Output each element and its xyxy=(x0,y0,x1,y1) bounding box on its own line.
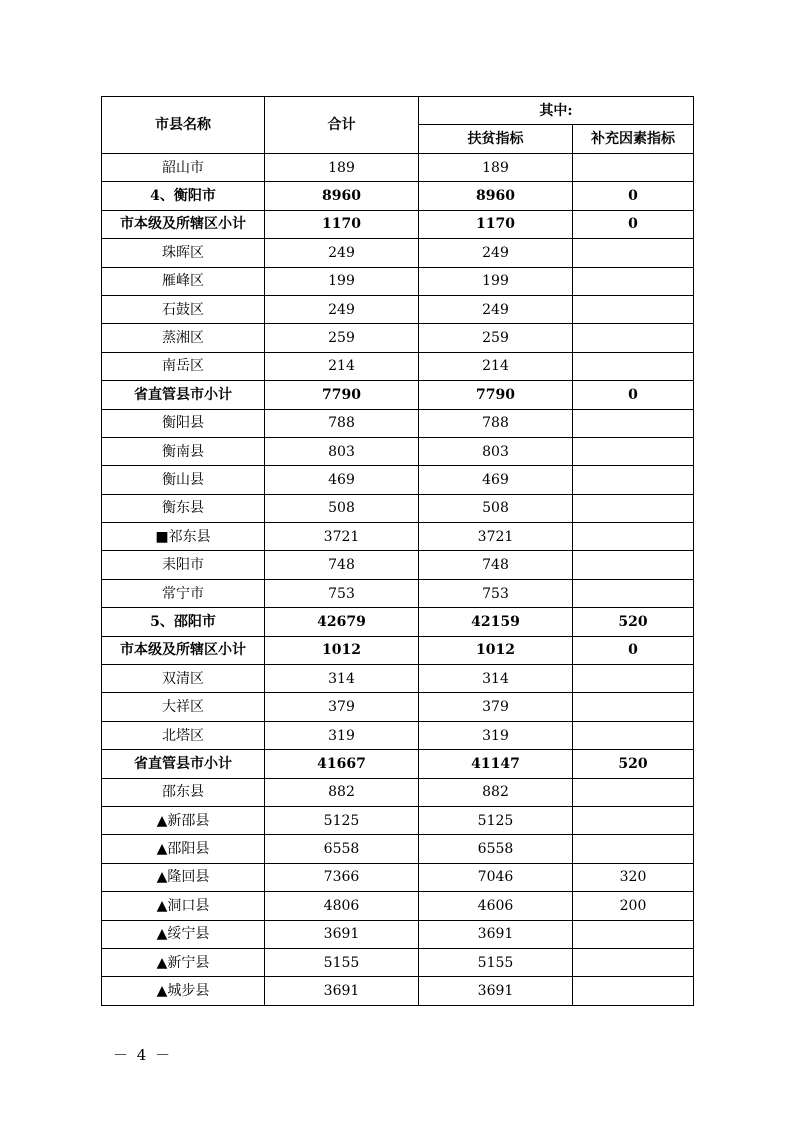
table-row xyxy=(102,778,694,806)
cell-total: 882 xyxy=(265,778,419,806)
table-header xyxy=(102,97,694,154)
cell-total: 748 xyxy=(265,551,419,579)
cell-supplement xyxy=(573,665,694,693)
table-row xyxy=(102,295,694,323)
cell-total: 803 xyxy=(265,437,419,465)
cell-poverty: 42159 xyxy=(419,608,573,636)
table-row xyxy=(102,608,694,636)
cell-total: 6558 xyxy=(265,835,419,863)
table-row xyxy=(102,977,694,1005)
cell-total: 5125 xyxy=(265,806,419,834)
cell-total: 41667 xyxy=(265,750,419,778)
cell-poverty: 882 xyxy=(419,778,573,806)
cell-poverty: 3691 xyxy=(419,920,573,948)
table-row xyxy=(102,381,694,409)
table-row xyxy=(102,523,694,551)
cell-total: 508 xyxy=(265,494,419,522)
cell-supplement: 200 xyxy=(573,892,694,920)
cell-poverty: 7046 xyxy=(419,863,573,891)
cell-poverty: 314 xyxy=(419,665,573,693)
allocation-table xyxy=(101,96,694,1006)
cell-name: 邵东县 xyxy=(102,778,265,806)
cell-name: 衡南县 xyxy=(102,437,265,465)
cell-total: 189 xyxy=(265,154,419,182)
cell-name: ▲隆回县 xyxy=(102,863,265,891)
table-row xyxy=(102,892,694,920)
header-total: 合计 xyxy=(265,97,419,154)
cell-supplement xyxy=(573,551,694,579)
table-row xyxy=(102,806,694,834)
cell-supplement xyxy=(573,523,694,551)
cell-poverty: 259 xyxy=(419,324,573,352)
cell-supplement xyxy=(573,324,694,352)
cell-poverty: 41147 xyxy=(419,750,573,778)
cell-supplement xyxy=(573,494,694,522)
cell-poverty: 748 xyxy=(419,551,573,579)
cell-poverty: 5125 xyxy=(419,806,573,834)
cell-poverty: 319 xyxy=(419,721,573,749)
table-row xyxy=(102,835,694,863)
cell-name: 石鼓区 xyxy=(102,295,265,323)
cell-name: ▲新宁县 xyxy=(102,948,265,976)
cell-poverty: 788 xyxy=(419,409,573,437)
table-row xyxy=(102,920,694,948)
cell-name: 大祥区 xyxy=(102,693,265,721)
cell-poverty: 753 xyxy=(419,579,573,607)
cell-total: 319 xyxy=(265,721,419,749)
cell-total: 314 xyxy=(265,665,419,693)
cell-total: 3691 xyxy=(265,977,419,1005)
cell-name: ■祁东县 xyxy=(102,523,265,551)
cell-poverty: 6558 xyxy=(419,835,573,863)
table-row xyxy=(102,750,694,778)
cell-total: 4806 xyxy=(265,892,419,920)
cell-poverty: 803 xyxy=(419,437,573,465)
cell-total: 5155 xyxy=(265,948,419,976)
cell-poverty: 249 xyxy=(419,295,573,323)
cell-name: 4、衡阳市 xyxy=(102,182,265,210)
cell-total: 7366 xyxy=(265,863,419,891)
table-body xyxy=(102,154,694,1006)
cell-total: 199 xyxy=(265,267,419,295)
cell-supplement: 0 xyxy=(573,636,694,664)
cell-poverty: 3721 xyxy=(419,523,573,551)
cell-total: 469 xyxy=(265,466,419,494)
table-row xyxy=(102,409,694,437)
cell-name: ▲城步县 xyxy=(102,977,265,1005)
cell-supplement xyxy=(573,409,694,437)
header-name: 市县名称 xyxy=(102,97,265,154)
cell-supplement xyxy=(573,778,694,806)
cell-name: 珠晖区 xyxy=(102,239,265,267)
cell-poverty: 7790 xyxy=(419,381,573,409)
cell-total: 8960 xyxy=(265,182,419,210)
cell-supplement xyxy=(573,920,694,948)
cell-supplement xyxy=(573,721,694,749)
cell-supplement xyxy=(573,977,694,1005)
header-of-which: 其中: xyxy=(419,97,694,125)
cell-supplement xyxy=(573,693,694,721)
cell-total: 42679 xyxy=(265,608,419,636)
table-row xyxy=(102,863,694,891)
cell-supplement xyxy=(573,466,694,494)
cell-name: 衡阳县 xyxy=(102,409,265,437)
cell-name: 省直管县市小计 xyxy=(102,381,265,409)
cell-supplement: 0 xyxy=(573,182,694,210)
table-row xyxy=(102,239,694,267)
cell-name: 耒阳市 xyxy=(102,551,265,579)
cell-name: ▲新邵县 xyxy=(102,806,265,834)
cell-total: 1170 xyxy=(265,210,419,238)
table-row xyxy=(102,948,694,976)
cell-supplement: 520 xyxy=(573,608,694,636)
table-row xyxy=(102,579,694,607)
cell-poverty: 189 xyxy=(419,154,573,182)
cell-name: 蒸湘区 xyxy=(102,324,265,352)
cell-total: 7790 xyxy=(265,381,419,409)
table-row xyxy=(102,551,694,579)
page-number: － 4 － xyxy=(113,1046,173,1064)
cell-name: 省直管县市小计 xyxy=(102,750,265,778)
table-row xyxy=(102,182,694,210)
cell-name: 南岳区 xyxy=(102,352,265,380)
cell-poverty: 214 xyxy=(419,352,573,380)
cell-poverty: 508 xyxy=(419,494,573,522)
cell-total: 788 xyxy=(265,409,419,437)
table-row xyxy=(102,352,694,380)
cell-poverty: 1170 xyxy=(419,210,573,238)
cell-name: 雁峰区 xyxy=(102,267,265,295)
cell-name: 双清区 xyxy=(102,665,265,693)
cell-name: 市本级及所辖区小计 xyxy=(102,210,265,238)
cell-name: ▲绥宁县 xyxy=(102,920,265,948)
cell-poverty: 8960 xyxy=(419,182,573,210)
cell-poverty: 3691 xyxy=(419,977,573,1005)
cell-total: 1012 xyxy=(265,636,419,664)
table-row xyxy=(102,721,694,749)
cell-name: 衡山县 xyxy=(102,466,265,494)
cell-total: 753 xyxy=(265,579,419,607)
cell-supplement xyxy=(573,267,694,295)
cell-total: 249 xyxy=(265,239,419,267)
cell-poverty: 379 xyxy=(419,693,573,721)
cell-supplement xyxy=(573,295,694,323)
table-row xyxy=(102,636,694,664)
table-row xyxy=(102,466,694,494)
cell-name: 常宁市 xyxy=(102,579,265,607)
cell-total: 379 xyxy=(265,693,419,721)
cell-name: 韶山市 xyxy=(102,154,265,182)
header-supplement: 补充因素指标 xyxy=(573,125,694,154)
cell-total: 249 xyxy=(265,295,419,323)
cell-supplement xyxy=(573,437,694,465)
header-poverty: 扶贫指标 xyxy=(419,125,573,154)
cell-supplement xyxy=(573,579,694,607)
cell-name: ▲洞口县 xyxy=(102,892,265,920)
table-row xyxy=(102,267,694,295)
table-row xyxy=(102,154,694,182)
cell-supplement: 520 xyxy=(573,750,694,778)
table-row xyxy=(102,324,694,352)
cell-name: ▲邵阳县 xyxy=(102,835,265,863)
cell-name: 衡东县 xyxy=(102,494,265,522)
cell-total: 214 xyxy=(265,352,419,380)
cell-poverty: 1012 xyxy=(419,636,573,664)
cell-supplement xyxy=(573,154,694,182)
cell-total: 3691 xyxy=(265,920,419,948)
cell-supplement xyxy=(573,352,694,380)
cell-poverty: 5155 xyxy=(419,948,573,976)
cell-total: 3721 xyxy=(265,523,419,551)
cell-poverty: 469 xyxy=(419,466,573,494)
cell-supplement xyxy=(573,239,694,267)
cell-poverty: 4606 xyxy=(419,892,573,920)
table-row xyxy=(102,665,694,693)
table-row xyxy=(102,437,694,465)
cell-supplement: 0 xyxy=(573,210,694,238)
table-row xyxy=(102,494,694,522)
table-row xyxy=(102,693,694,721)
cell-poverty: 249 xyxy=(419,239,573,267)
cell-total: 259 xyxy=(265,324,419,352)
cell-supplement xyxy=(573,835,694,863)
cell-name: 市本级及所辖区小计 xyxy=(102,636,265,664)
cell-supplement xyxy=(573,806,694,834)
cell-supplement xyxy=(573,948,694,976)
cell-supplement: 320 xyxy=(573,863,694,891)
cell-name: 北塔区 xyxy=(102,721,265,749)
cell-supplement: 0 xyxy=(573,381,694,409)
cell-poverty: 199 xyxy=(419,267,573,295)
cell-name: 5、邵阳市 xyxy=(102,608,265,636)
table-row xyxy=(102,210,694,238)
